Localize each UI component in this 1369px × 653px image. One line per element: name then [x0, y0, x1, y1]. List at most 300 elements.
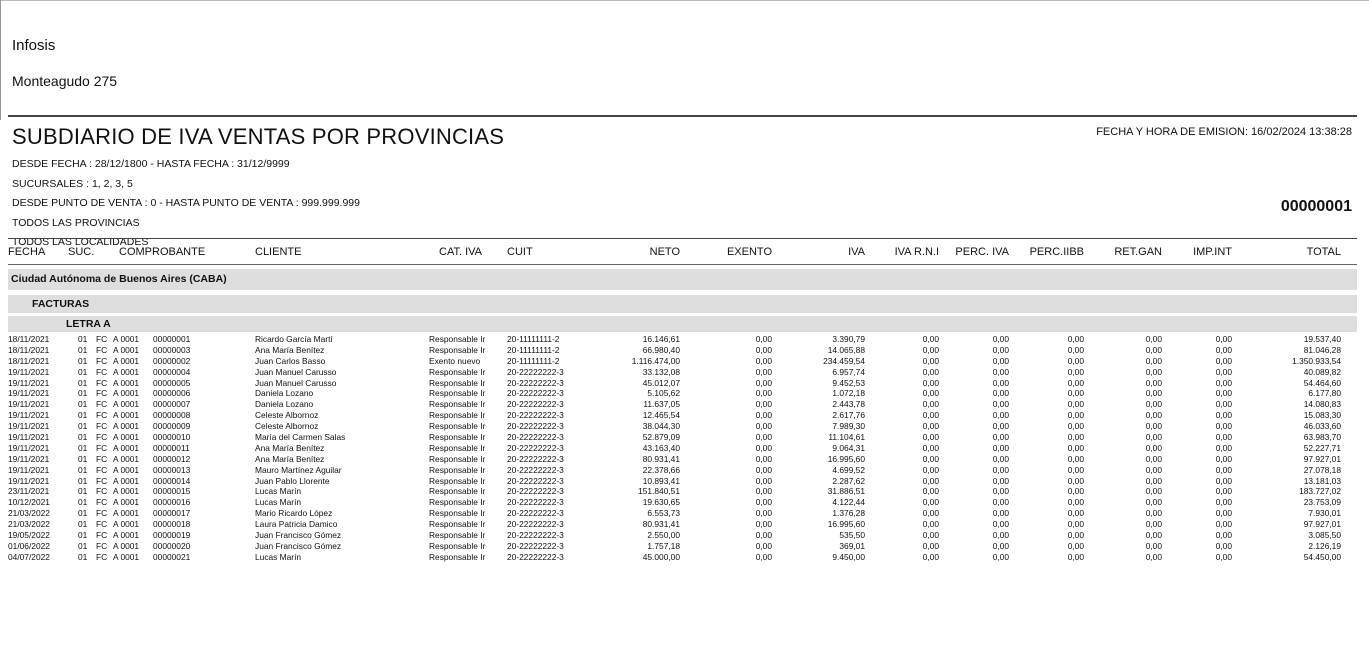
cell-letra: A 0001: [113, 475, 140, 486]
cell-fecha: 01/06/2022: [8, 540, 50, 551]
cell-letra: A 0001: [113, 421, 140, 432]
emission-datetime: FECHA Y HORA DE EMISION: 16/02/2024 13:38:28: [1096, 126, 1352, 138]
cell-perc-iibb: 0,00: [1067, 442, 1084, 453]
cell-tipo: FC: [96, 410, 108, 421]
cell-iva-rni: 0,00: [922, 442, 939, 453]
cell-suc: 01: [78, 497, 88, 508]
cell-neto: 66.980,40: [642, 344, 680, 355]
table-row: [8, 497, 1357, 508]
cell-perc-iva: 0,00: [992, 551, 1009, 562]
cell-iva: 234.459,54: [823, 355, 865, 366]
cell-tipo: FC: [96, 497, 108, 508]
cell-cliente: Juan Manuel Carusso: [255, 366, 337, 377]
cell-neto: 151.840,51: [638, 486, 680, 497]
cell-tipo: FC: [96, 399, 108, 410]
cell-exento: 0,00: [755, 344, 772, 355]
cell-cliente: Juan Pablo Llorente: [255, 475, 330, 486]
cell-perc-iva: 0,00: [992, 475, 1009, 486]
cell-perc-iva: 0,00: [992, 377, 1009, 388]
cell-neto: 2.550,00: [647, 530, 680, 541]
cell-letra: A 0001: [113, 377, 140, 388]
col-comprobante: COMPROBANTE: [119, 246, 206, 258]
cell-iva: 3.390,79: [832, 334, 865, 344]
cell-exento: 0,00: [755, 486, 772, 497]
cell-iva: 14.065,88: [827, 344, 865, 355]
cell-total: 97.927,01: [1303, 519, 1341, 530]
cell-ret-gan: 0,00: [1145, 453, 1162, 464]
cell-cuit: 20-22222222-3: [507, 530, 564, 541]
cell-iva: 16.995,60: [827, 453, 865, 464]
cell-cliente: Ricardo García Martí: [255, 334, 333, 344]
cell-perc-iva: 0,00: [992, 453, 1009, 464]
cell-fecha: 19/11/2021: [8, 377, 50, 388]
cell-cliente: Mario Ricardo López: [255, 508, 333, 519]
cell-letra: A 0001: [113, 334, 140, 344]
cell-suc: 01: [78, 530, 88, 541]
cell-tipo: FC: [96, 432, 108, 443]
table-row: [8, 486, 1357, 497]
cell-suc: 01: [78, 442, 88, 453]
cell-cliente: Juan Manuel Carusso: [255, 377, 337, 388]
document-type-header: [8, 295, 1357, 313]
cell-suc: 01: [78, 540, 88, 551]
cell-suc: 01: [78, 355, 88, 366]
table-row: [8, 454, 1357, 465]
cell-cat-iva: Responsable Ir: [429, 486, 486, 497]
cell-numero: 00000020: [153, 540, 191, 551]
cell-numero: 00000013: [153, 464, 191, 475]
cell-iva: 9.064,31: [832, 442, 865, 453]
cell-cat-iva: Responsable Ir: [429, 377, 486, 388]
cell-cliente: Celeste Albornoz: [255, 410, 319, 421]
cell-exento: 0,00: [755, 399, 772, 410]
cell-cat-iva: Responsable Ir: [429, 551, 486, 562]
cell-fecha: 19/11/2021: [8, 366, 50, 377]
cell-cliente: Daniela Lozano: [255, 388, 314, 399]
cell-exento: 0,00: [755, 355, 772, 366]
cell-fecha: 18/11/2021: [8, 355, 50, 366]
cell-cuit: 20-22222222-3: [507, 377, 564, 388]
cell-total: 6.177,80: [1308, 388, 1341, 399]
cell-total: 2.126,19: [1308, 540, 1341, 551]
cell-cuit: 20-22222222-3: [507, 442, 564, 453]
cell-iva-rni: 0,00: [922, 453, 939, 464]
cell-cat-iva: Responsable Ir: [429, 475, 486, 486]
cell-cuit: 20-22222222-3: [507, 432, 564, 443]
cell-letra: A 0001: [113, 551, 140, 562]
cell-exento: 0,00: [755, 442, 772, 453]
cell-letra: A 0001: [113, 519, 140, 530]
cell-cat-iva: Responsable Ir: [429, 421, 486, 432]
cell-total: 13.181,03: [1303, 475, 1341, 486]
cell-numero: 00000006: [153, 388, 191, 399]
cell-suc: 01: [78, 486, 88, 497]
cell-iva-rni: 0,00: [922, 399, 939, 410]
cell-imp-int: 0,00: [1215, 366, 1232, 377]
cell-neto: 22.378,66: [642, 464, 680, 475]
cell-total: 81.046,28: [1303, 344, 1341, 355]
cell-exento: 0,00: [755, 540, 772, 551]
table-row: [8, 345, 1357, 356]
cell-letra: A 0001: [113, 453, 140, 464]
cell-ret-gan: 0,00: [1145, 344, 1162, 355]
cell-cliente: Celeste Albornoz: [255, 421, 319, 432]
cell-perc-iibb: 0,00: [1067, 355, 1084, 366]
cell-perc-iibb: 0,00: [1067, 551, 1084, 562]
table-row: [8, 378, 1357, 389]
cell-perc-iibb: 0,00: [1067, 453, 1084, 464]
table-row: [8, 508, 1357, 519]
cell-tipo: FC: [96, 508, 108, 519]
cell-total: 46.033,60: [1303, 421, 1341, 432]
cell-imp-int: 0,00: [1215, 344, 1232, 355]
cell-cliente: Lucas Marín: [255, 497, 302, 508]
cell-letra: A 0001: [113, 355, 140, 366]
cell-iva: 4.122,44: [832, 497, 865, 508]
cell-perc-iva: 0,00: [992, 508, 1009, 519]
cell-ret-gan: 0,00: [1145, 377, 1162, 388]
cell-total: 54.464,60: [1303, 377, 1341, 388]
cell-letra: A 0001: [113, 344, 140, 355]
col-total: TOTAL: [1306, 246, 1341, 258]
cell-cliente: Laura Patricia Damico: [255, 519, 338, 530]
cell-fecha: 19/11/2021: [8, 432, 50, 443]
header-divider: [8, 115, 1357, 117]
cell-letra: A 0001: [113, 442, 140, 453]
cell-exento: 0,00: [755, 475, 772, 486]
cell-neto: 6.553,73: [647, 508, 680, 519]
cell-tipo: FC: [96, 334, 108, 344]
company-name: Infosis: [12, 37, 56, 54]
cell-ret-gan: 0,00: [1145, 530, 1162, 541]
cell-imp-int: 0,00: [1215, 334, 1232, 344]
col-iva: IVA: [848, 246, 865, 258]
table-row: [8, 541, 1357, 552]
cell-iva: 16.995,60: [827, 519, 865, 530]
cell-numero: 00000018: [153, 519, 191, 530]
cell-suc: 01: [78, 388, 88, 399]
cell-cuit: 20-22222222-3: [507, 486, 564, 497]
cell-ret-gan: 0,00: [1145, 519, 1162, 530]
cell-exento: 0,00: [755, 366, 772, 377]
cell-cuit: 20-22222222-3: [507, 464, 564, 475]
cell-total: 3.085,50: [1308, 530, 1341, 541]
cell-neto: 38.044,30: [642, 421, 680, 432]
filter-branches: SUCURSALES : 1, 2, 3, 5: [12, 177, 133, 190]
col-perc-iibb: PERC.IIBB: [1029, 246, 1084, 258]
cell-fecha: 19/05/2022: [8, 530, 50, 541]
cell-iva: 1.376,28: [832, 508, 865, 519]
cell-exento: 0,00: [755, 432, 772, 443]
cell-cat-iva: Responsable Ir: [429, 344, 486, 355]
cell-cliente: Juan Francisco Gómez: [255, 540, 342, 551]
cell-numero: 00000005: [153, 377, 191, 388]
cell-tipo: FC: [96, 530, 108, 541]
cell-imp-int: 0,00: [1215, 540, 1232, 551]
cell-imp-int: 0,00: [1215, 486, 1232, 497]
cell-fecha: 18/11/2021: [8, 344, 50, 355]
cell-imp-int: 0,00: [1215, 551, 1232, 562]
cell-total: 7.930,01: [1308, 508, 1341, 519]
cell-neto: 12.465,54: [642, 410, 680, 421]
cell-cliente: María del Carmen Salas: [255, 432, 346, 443]
cell-neto: 43.163,40: [642, 442, 680, 453]
cell-suc: 01: [78, 453, 88, 464]
page-number: 00000001: [1280, 198, 1352, 215]
cell-fecha: 19/11/2021: [8, 442, 50, 453]
cell-tipo: FC: [96, 453, 108, 464]
cell-cuit: 20-22222222-3: [507, 475, 564, 486]
cell-iva-rni: 0,00: [922, 508, 939, 519]
cell-iva-rni: 0,00: [922, 497, 939, 508]
cell-perc-iibb: 0,00: [1067, 497, 1084, 508]
cell-iva: 7.989,30: [832, 421, 865, 432]
cell-imp-int: 0,00: [1215, 355, 1232, 366]
cell-perc-iva: 0,00: [992, 530, 1009, 541]
province-name: Ciudad Autónoma de Buenos Aires (CABA): [11, 273, 227, 285]
document-type-name: FACTURAS: [32, 298, 90, 310]
cell-iva-rni: 0,00: [922, 377, 939, 388]
cell-total: 15.083,30: [1303, 410, 1341, 421]
cell-cliente: Lucas Marín: [255, 551, 302, 562]
cell-cuit: 20-22222222-3: [507, 388, 564, 399]
cell-fecha: 19/11/2021: [8, 464, 50, 475]
cell-cat-iva: Responsable Ir: [429, 453, 486, 464]
cell-imp-int: 0,00: [1215, 432, 1232, 443]
cell-neto: 80.931,41: [642, 519, 680, 530]
cell-exento: 0,00: [755, 334, 772, 344]
col-suc: SUC.: [68, 246, 95, 258]
cell-imp-int: 0,00: [1215, 410, 1232, 421]
company-address: Monteagudo 275: [12, 73, 118, 89]
cell-suc: 01: [78, 432, 88, 443]
cell-suc: 01: [78, 377, 88, 388]
cell-numero: 00000003: [153, 344, 191, 355]
table-row: [8, 399, 1357, 410]
col-ret-gan: RET.GAN: [1114, 246, 1162, 258]
cell-numero: 00000012: [153, 453, 191, 464]
filter-provinces: TODOS LAS PROVINCIAS: [12, 216, 140, 229]
cell-tipo: FC: [96, 475, 108, 486]
cell-cat-iva: Responsable Ir: [429, 399, 486, 410]
cell-suc: 01: [78, 366, 88, 377]
cell-cuit: 20-22222222-3: [507, 497, 564, 508]
cell-iva-rni: 0,00: [922, 464, 939, 475]
page-left-border: [0, 0, 1, 120]
cell-numero: 00000014: [153, 475, 191, 486]
cell-cuit: 20-22222222-3: [507, 421, 564, 432]
table-row: [8, 476, 1357, 487]
cell-total: 23.753,09: [1303, 497, 1341, 508]
cell-iva: 6.957,74: [832, 366, 865, 377]
cell-neto: 33.132,08: [642, 366, 680, 377]
cell-exento: 0,00: [755, 519, 772, 530]
cell-fecha: 19/11/2021: [8, 453, 50, 464]
cell-suc: 01: [78, 399, 88, 410]
cell-fecha: 19/11/2021: [8, 399, 50, 410]
cell-exento: 0,00: [755, 410, 772, 421]
cell-iva-rni: 0,00: [922, 344, 939, 355]
cell-perc-iibb: 0,00: [1067, 399, 1084, 410]
table-row: [8, 334, 1357, 345]
cell-perc-iibb: 0,00: [1067, 475, 1084, 486]
cell-cat-iva: Responsable Ir: [429, 334, 486, 344]
col-neto: NETO: [649, 246, 680, 258]
province-group-header: [8, 269, 1357, 290]
cell-cuit: 20-22222222-3: [507, 453, 564, 464]
cell-numero: 00000001: [153, 334, 191, 344]
cell-numero: 00000017: [153, 508, 191, 519]
cell-perc-iibb: 0,00: [1067, 377, 1084, 388]
cell-imp-int: 0,00: [1215, 421, 1232, 432]
cell-cliente: Daniela Lozano: [255, 399, 314, 410]
cell-tipo: FC: [96, 366, 108, 377]
letter-name: LETRA A: [66, 318, 111, 330]
cell-numero: 00000015: [153, 486, 191, 497]
cell-ret-gan: 0,00: [1145, 508, 1162, 519]
cell-ret-gan: 0,00: [1145, 399, 1162, 410]
cell-perc-iva: 0,00: [992, 355, 1009, 366]
cell-tipo: FC: [96, 540, 108, 551]
cell-exento: 0,00: [755, 388, 772, 399]
cell-cliente: Ana María Benítez: [255, 344, 325, 355]
cell-fecha: 23/11/2021: [8, 486, 50, 497]
cell-imp-int: 0,00: [1215, 508, 1232, 519]
cell-suc: 01: [78, 421, 88, 432]
table-row: [8, 432, 1357, 443]
cell-iva: 535,50: [839, 530, 865, 541]
cell-suc: 01: [78, 344, 88, 355]
cell-cat-iva: Responsable Ir: [429, 432, 486, 443]
cell-numero: 00000011: [153, 442, 190, 453]
cell-ret-gan: 0,00: [1145, 388, 1162, 399]
cell-cat-iva: Responsable Ir: [429, 410, 486, 421]
cell-fecha: 04/07/2022: [8, 551, 50, 562]
cell-perc-iva: 0,00: [992, 410, 1009, 421]
cell-suc: 01: [78, 410, 88, 421]
cell-cuit: 20-22222222-3: [507, 410, 564, 421]
cell-fecha: 21/03/2022: [8, 519, 50, 530]
cell-imp-int: 0,00: [1215, 497, 1232, 508]
table-row: [8, 421, 1357, 432]
cell-neto: 10.893,41: [642, 475, 680, 486]
cell-suc: 01: [78, 551, 88, 562]
cell-cliente: Juan Carlos Basso: [255, 355, 326, 366]
cell-perc-iva: 0,00: [992, 442, 1009, 453]
cell-iva: 9.450,00: [832, 551, 865, 562]
cell-iva: 2.617,76: [832, 410, 865, 421]
cell-ret-gan: 0,00: [1145, 442, 1162, 453]
cell-cuit: 20-22222222-3: [507, 551, 564, 562]
filter-sale-points: DESDE PUNTO DE VENTA : 0 - HASTA PUNTO DE VENTA : 999.999.999: [12, 197, 360, 209]
column-headers: [8, 246, 1357, 262]
cell-tipo: FC: [96, 519, 108, 530]
cell-perc-iibb: 0,00: [1067, 530, 1084, 541]
cell-numero: 00000004: [153, 366, 191, 377]
cell-cliente: Mauro Martínez Aguilar: [255, 464, 342, 475]
cell-iva: 9.452,53: [832, 377, 865, 388]
cell-tipo: FC: [96, 442, 108, 453]
cell-perc-iibb: 0,00: [1067, 421, 1084, 432]
cell-imp-int: 0,00: [1215, 530, 1232, 541]
cell-cat-iva: Responsable Ir: [429, 508, 486, 519]
cell-suc: 01: [78, 519, 88, 530]
cell-ret-gan: 0,00: [1145, 486, 1162, 497]
cell-tipo: FC: [96, 551, 108, 562]
cell-exento: 0,00: [755, 508, 772, 519]
cell-iva-rni: 0,00: [922, 410, 939, 421]
cell-total: 63.983,70: [1303, 432, 1341, 443]
cell-ret-gan: 0,00: [1145, 334, 1162, 344]
cell-neto: 19.630,65: [642, 497, 680, 508]
cell-perc-iva: 0,00: [992, 399, 1009, 410]
cell-fecha: 19/11/2021: [8, 475, 50, 486]
cell-numero: 00000009: [153, 421, 191, 432]
cell-numero: 00000007: [153, 399, 191, 410]
cell-iva: 2.287,62: [832, 475, 865, 486]
columns-top-divider: [8, 238, 1357, 239]
col-cat-iva: CAT. IVA: [439, 246, 482, 258]
cell-perc-iva: 0,00: [992, 486, 1009, 497]
cell-fecha: 10/12/2021: [8, 497, 50, 508]
table-row: [8, 388, 1357, 399]
cell-tipo: FC: [96, 377, 108, 388]
table-row: [8, 530, 1357, 541]
cell-iva: 11.104,61: [828, 432, 865, 443]
cell-cat-iva: Responsable Ir: [429, 442, 486, 453]
cell-exento: 0,00: [755, 453, 772, 464]
cell-ret-gan: 0,00: [1145, 497, 1162, 508]
cell-cat-iva: Responsable Ir: [429, 540, 486, 551]
cell-neto: 1.757,18: [647, 540, 680, 551]
cell-exento: 0,00: [755, 421, 772, 432]
cell-iva-rni: 0,00: [922, 355, 939, 366]
cell-perc-iva: 0,00: [992, 540, 1009, 551]
cell-imp-int: 0,00: [1215, 453, 1232, 464]
cell-letra: A 0001: [113, 399, 140, 410]
cell-fecha: 19/11/2021: [8, 410, 50, 421]
col-iva-rni: IVA R.N.I: [894, 246, 939, 258]
cell-cat-iva: Responsable Ir: [429, 388, 486, 399]
table-row: [8, 465, 1357, 476]
cell-cuit: 20-22222222-3: [507, 399, 564, 410]
table-row: [8, 443, 1357, 454]
cell-neto: 45.000,00: [642, 551, 680, 562]
cell-letra: A 0001: [113, 432, 140, 443]
invoice-rows: [8, 334, 1357, 563]
cell-perc-iibb: 0,00: [1067, 486, 1084, 497]
cell-neto: 11.637,05: [643, 399, 680, 410]
cell-neto: 16.146,61: [642, 334, 680, 344]
cell-perc-iva: 0,00: [992, 432, 1009, 443]
cell-tipo: FC: [96, 464, 108, 475]
cell-ret-gan: 0,00: [1145, 432, 1162, 443]
col-cliente: CLIENTE: [255, 246, 302, 258]
table-row: [8, 356, 1357, 367]
cell-imp-int: 0,00: [1215, 464, 1232, 475]
cell-letra: A 0001: [113, 366, 140, 377]
cell-iva: 31.886,51: [827, 486, 865, 497]
cell-iva-rni: 0,00: [922, 486, 939, 497]
cell-imp-int: 0,00: [1215, 475, 1232, 486]
cell-cliente: Lucas Marín: [255, 486, 302, 497]
cell-perc-iva: 0,00: [992, 344, 1009, 355]
cell-ret-gan: 0,00: [1145, 421, 1162, 432]
cell-iva-rni: 0,00: [922, 530, 939, 541]
page-top-border: [0, 0, 1369, 4]
cell-total: 52.227,71: [1303, 442, 1341, 453]
cell-tipo: FC: [96, 421, 108, 432]
